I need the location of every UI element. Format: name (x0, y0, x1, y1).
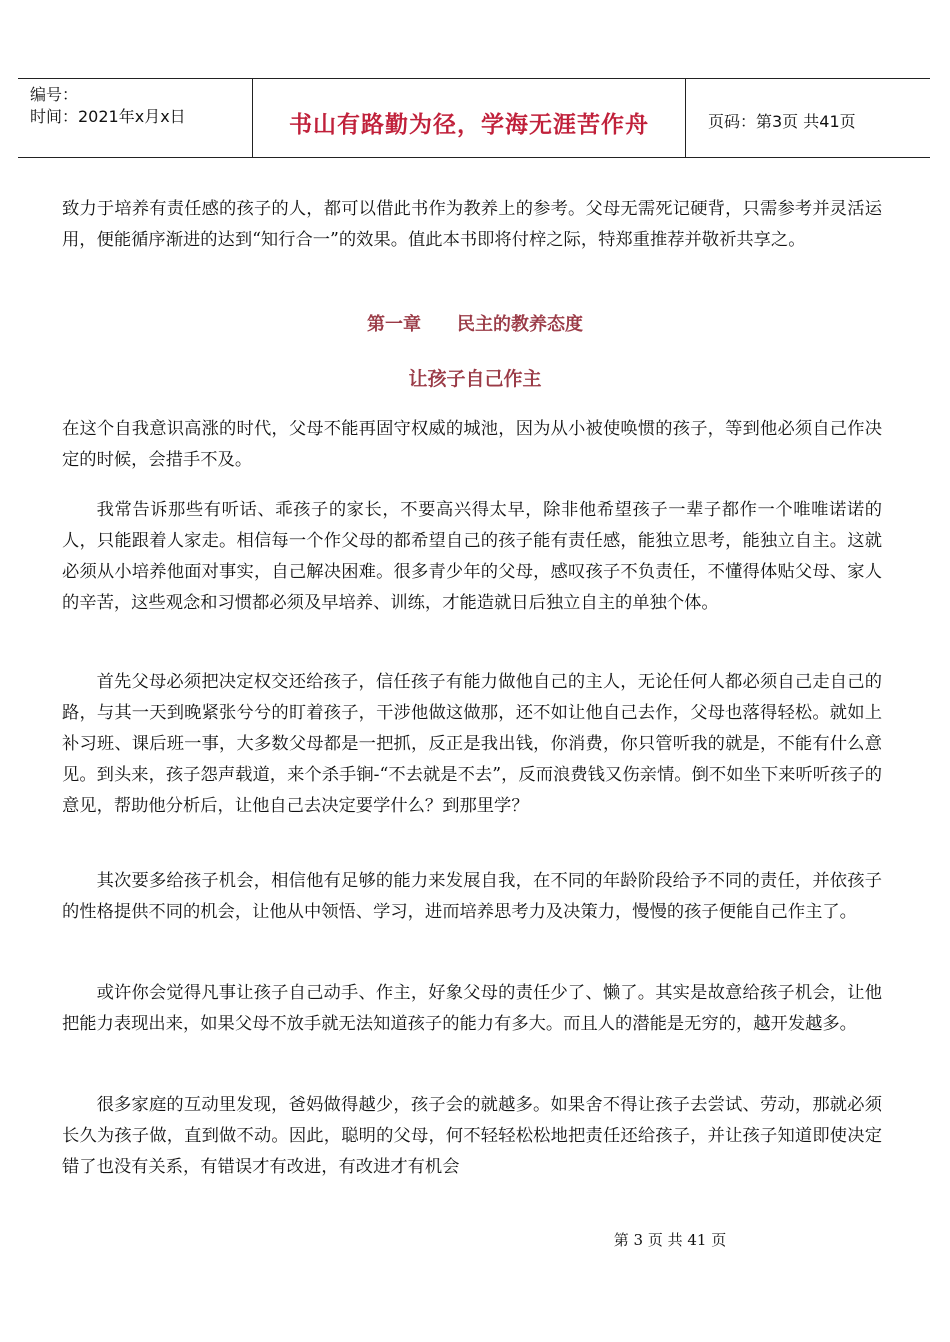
paragraph-block-3 (62, 667, 882, 822)
paragraph-block-2 (62, 495, 882, 619)
section-title: 让孩子自己作主 (408, 368, 542, 390)
header-motto: 书山有路勤为径，学海无涯苦作舟 (289, 112, 649, 138)
paragraph-block-4 (62, 866, 882, 928)
paragraph: 很多家庭的互动里发现，爸妈做得越少，孩子会的就越多。如果舍不得让孩子去尝试、劳动，那就必须长久为孩子做，直到做不动。因此，聪明的父母，何不轻轻松松地把责任还给孩子，并让孩子知道即使决定错了也没有关系，有错误才有改进，有改进才有机会 (62, 1095, 882, 1177)
document-number-label: 编号： (30, 85, 79, 104)
header-right-cell (686, 79, 930, 157)
paragraph-block-1 (62, 414, 882, 476)
paragraph: 或许你会觉得凡事让孩子自己动手、作主，好象父母的责任少了、懒了。其实是故意给孩子机会，让他把能力表现出来，如果父母不放手就无法知道孩子的能力有多大。而且人的潜能是无穷的，越开发越多。 (62, 983, 882, 1034)
paragraph-block-5 (62, 978, 882, 1040)
paragraph: 在这个自我意识高涨的时代，父母不能再固守权威的城池，因为从小被使唤惯的孩子，等到他必须自己作决定的时候，会措手不及。 (62, 419, 882, 470)
intro-block (62, 194, 882, 256)
page-footer: 第 3 页 共 41 页 (613, 1231, 727, 1249)
header-page-info: 页码：第3页 共41页 (708, 112, 856, 131)
header-middle-cell (253, 79, 686, 157)
document-time-label: 时间：2021年x月x日 (30, 107, 186, 126)
header-table (18, 78, 930, 158)
paragraph-block-6 (62, 1090, 882, 1183)
header-left-cell (18, 79, 253, 157)
chapter-title: 第一章 民主的教养态度 (367, 314, 583, 335)
paragraph: 我常告诉那些有听话、乖孩子的家长，不要高兴得太早，除非他希望孩子一辈子都作一个唯唯诺诺的人，只能跟着人家走。相信每一个作父母的都希望自己的孩子能有责任感，能独立思考，能独立自主。这就必须从小培养他面对事实，自己解决困难。很多青少年的父母，感叹孩子不负责任，不懂得体贴父母、家人的辛苦，这些观念和习惯都必须及早培养、训练，才能造就日后独立自主的单独个体。 (62, 500, 882, 613)
intro-paragraph: 致力于培养有责任感的孩子的人，都可以借此书作为教养上的参考。父母无需死记硬背，只需参考并灵活运用，便能循序渐进的达到“知行合一”的效果。值此本书即将付梓之际，特郑重推荐并敬祈共享之。 (62, 199, 882, 250)
paragraph: 其次要多给孩子机会，相信他有足够的能力来发展自我，在不同的年龄阶段给予不同的责任，并依孩子的性格提供不同的机会，让他从中领悟、学习，进而培养思考力及决策力，慢慢的孩子便能自己作主了。 (62, 871, 882, 922)
paragraph: 首先父母必须把决定权交还给孩子，信任孩子有能力做他自己的主人，无论任何人都必须自己走自己的路，与其一天到晚紧张兮兮的盯着孩子，干涉他做这做那，还不如让他自己去作，父母也落得轻松。就如上补习班、课后班一事，大多数父母都是一把抓，反正是我出钱，你消费，你只管听我的就是，不能有什么意见。到头来，孩子怨声载道，来个杀手锏-“不去就是不去”，反而浪费钱又伤亲情。倒不如坐下来听听孩子的意见，帮助他分析后，让他自己去决定要学什么？到那里学？ (62, 672, 882, 816)
